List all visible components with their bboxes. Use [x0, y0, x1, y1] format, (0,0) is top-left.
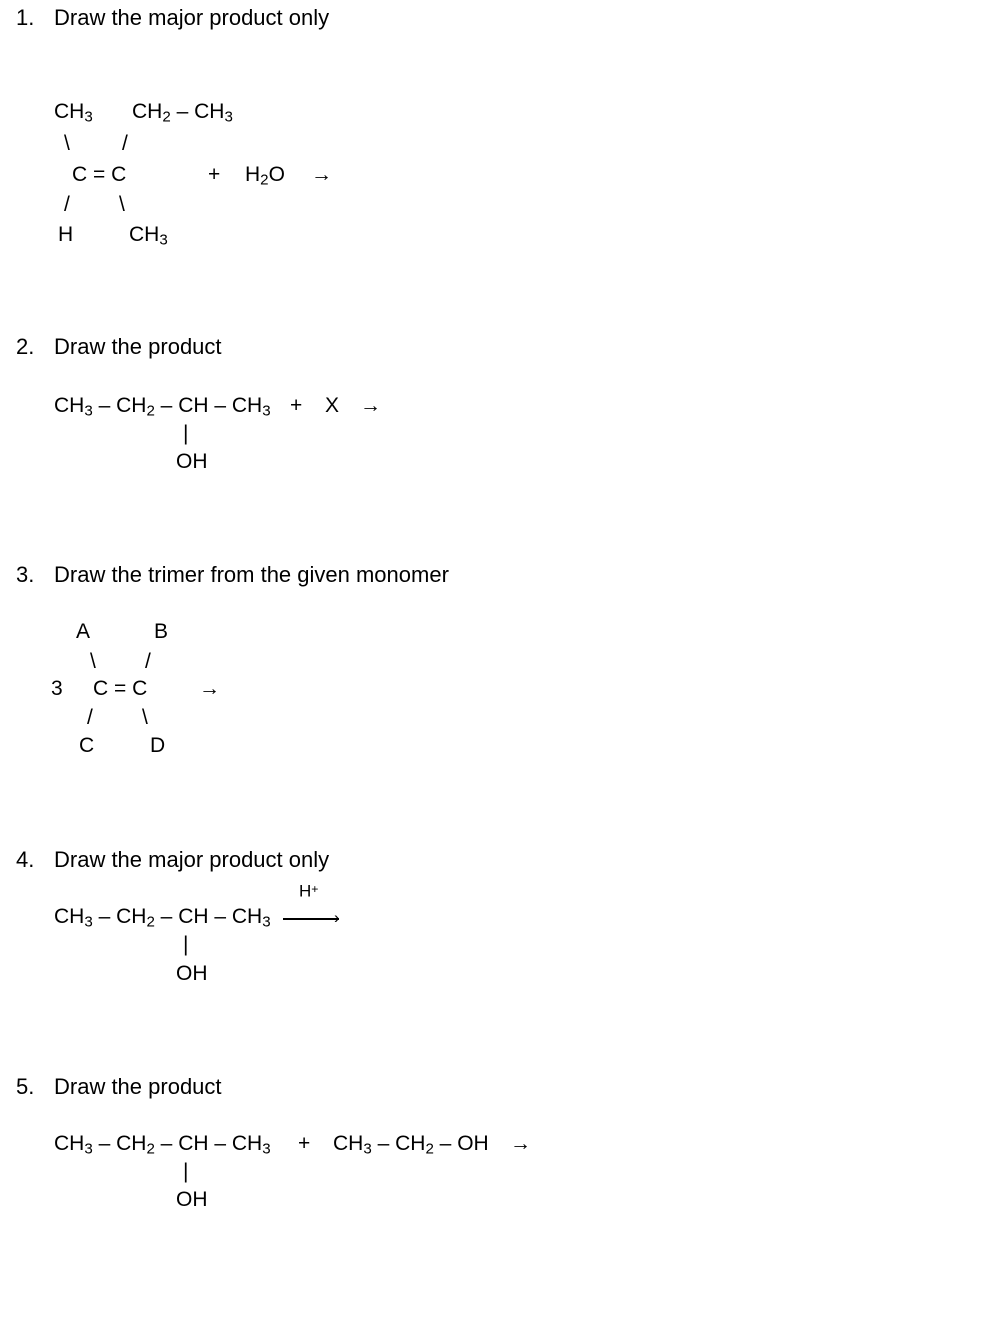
q5-branch: OH — [176, 1188, 208, 1211]
q2-plus: + — [290, 394, 303, 417]
q5-reagent: $CH_3 - CH_2$ – OH — [333, 1132, 489, 1158]
q4-long-arrow-shaft — [283, 918, 339, 920]
q1-ch2ch3-top: $CH_2 - CH_3$ — [132, 100, 233, 126]
q3-double-bond: C = C — [93, 677, 148, 700]
q1-h: H — [58, 223, 74, 246]
q2-number: 2. — [16, 334, 35, 359]
q1-bond-upper-right: / — [122, 132, 128, 155]
q2-chain: $CH_3 - CH_2$ – CH – $CH_3$ — [54, 394, 271, 420]
q3-c: C — [79, 734, 95, 757]
q4-number: 4. — [16, 847, 35, 872]
q3-arrow: → — [199, 677, 220, 700]
q1-bond-lower-right: \ — [119, 193, 125, 216]
q3-bond-upper-right: / — [145, 650, 151, 673]
q5-branch-bond: | — [183, 1160, 189, 1183]
q4-branch: OH — [176, 962, 208, 985]
q3-bond-lower-left: / — [87, 706, 93, 729]
q1-bond-upper-left: \ — [64, 132, 70, 155]
q1-bond-lower-left: / — [64, 193, 70, 216]
q5-chain: $CH_3 - CH_2$ – CH – $CH_3$ — [54, 1132, 271, 1158]
q1-reagent: $H_2O$ — [245, 163, 285, 189]
q1-arrow: → — [311, 163, 332, 186]
q3-bond-lower-right: \ — [142, 706, 148, 729]
q5-plus: + — [298, 1132, 311, 1155]
q2-branch-bond: | — [183, 422, 189, 445]
q2-reagent: X — [325, 394, 340, 417]
q3-d: D — [150, 734, 166, 757]
q2-heading: Draw the product — [54, 334, 222, 359]
q1-double-bond: C = C — [72, 163, 127, 186]
q4-chain: $CH_3 - CH_2$ – CH – $CH_3$ — [54, 905, 271, 931]
q3-bond-upper-left: \ — [90, 650, 96, 673]
q4-branch-bond: | — [183, 933, 189, 956]
q3-number: 3. — [16, 562, 35, 587]
q1-heading: Draw the major product only — [54, 5, 330, 30]
q4-heading: Draw the major product only — [54, 847, 330, 872]
q1-ch3-bottom: $CH_3$ — [129, 223, 168, 249]
q2-branch: OH — [176, 450, 208, 473]
q3-coefficient: 3 — [51, 677, 63, 700]
q4-catalyst: H+ — [299, 881, 319, 901]
q1-number: 1. — [16, 5, 35, 30]
q3-b: B — [154, 620, 169, 643]
q3-a: A — [76, 620, 91, 643]
q5-heading: Draw the product — [54, 1074, 222, 1099]
q2-arrow: → — [360, 394, 381, 417]
q1-plus: + — [208, 163, 221, 186]
q5-arrow: → — [510, 1132, 531, 1155]
q4-long-arrow-head: › — [334, 908, 340, 927]
q3-heading: Draw the trimer from the given monomer — [54, 562, 449, 587]
q1-ch3-top: $CH_3$ — [54, 100, 93, 126]
q5-number: 5. — [16, 1074, 35, 1099]
